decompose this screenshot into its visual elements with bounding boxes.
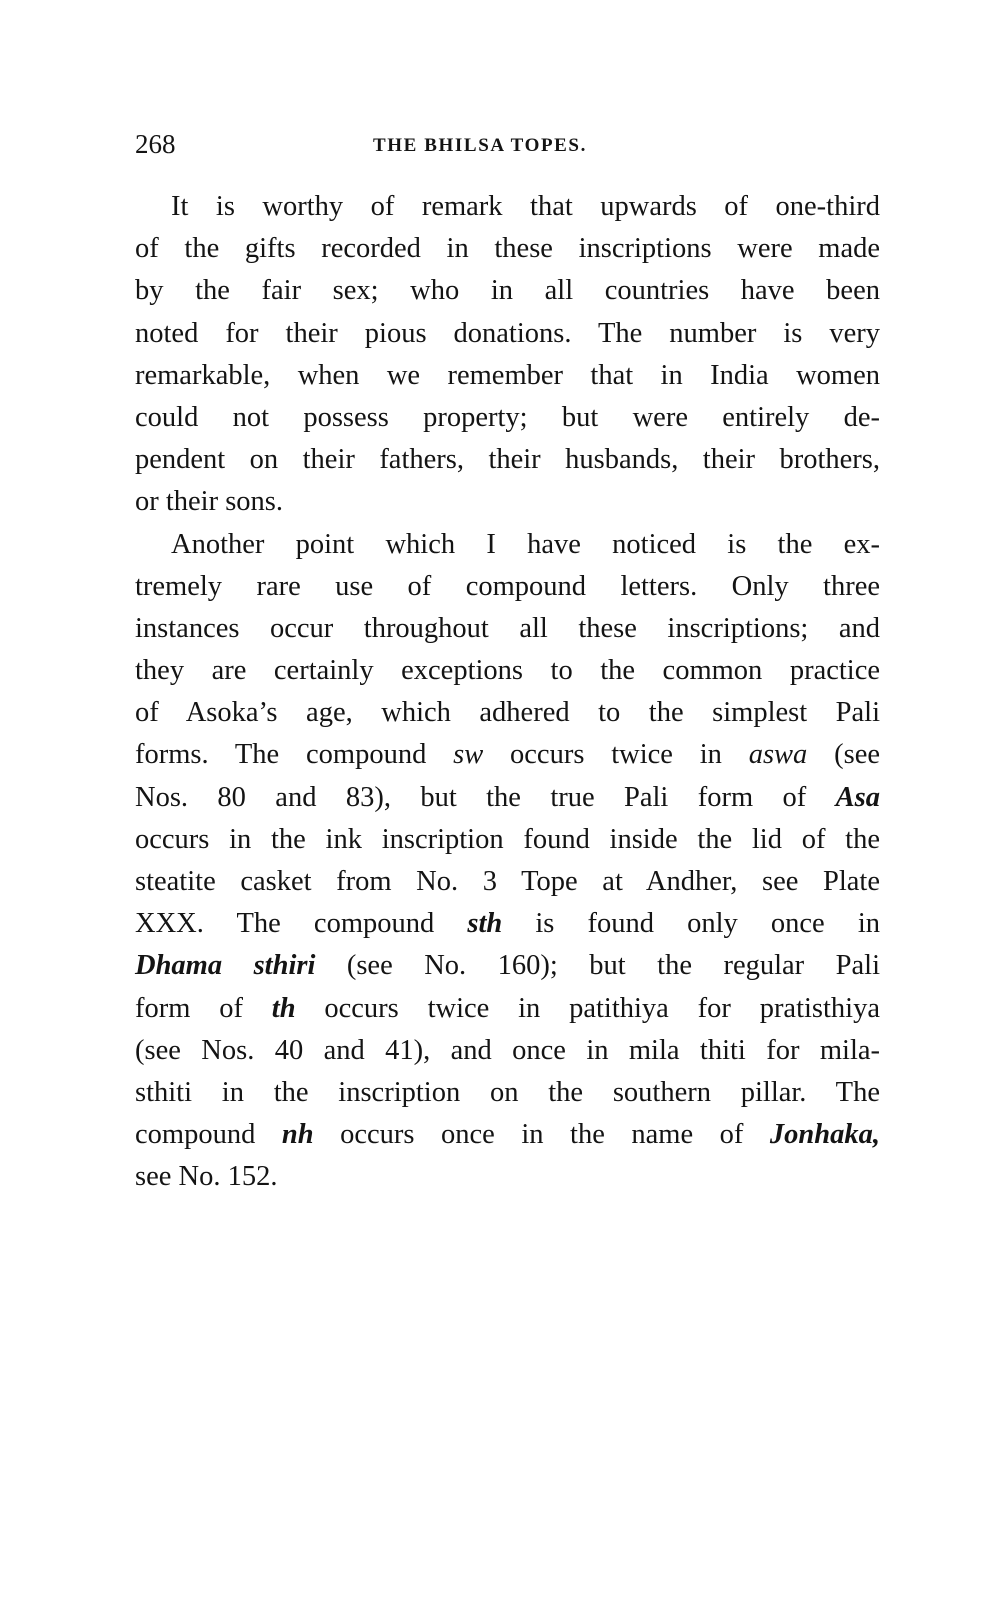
text-line	[135, 566, 880, 608]
text-line	[135, 439, 880, 481]
text-line	[135, 313, 880, 355]
text-line	[135, 481, 880, 523]
text-run: steatite casket from No. 3 Tope at Andher, see Plate	[135, 866, 880, 897]
text-run: Another point which I have noticed is the ex-	[171, 528, 880, 560]
italic-term: Asa	[835, 781, 880, 813]
text-line	[135, 1156, 880, 1198]
text-run: (see No. 160); but the regular Pali	[315, 950, 880, 982]
text-line	[135, 777, 880, 819]
text-run: XXX. The compound	[135, 908, 468, 940]
text-run: or their sons.	[135, 486, 284, 518]
text-run: could not possess property; but were entirely de-	[135, 401, 880, 433]
text-run: remarkable, when we remember that in India women	[135, 359, 880, 391]
text-run: occurs twice in	[483, 739, 749, 771]
italic-term: sth	[467, 908, 503, 940]
text-run: It is worthy of remark that upwards of one-third	[171, 191, 880, 222]
text-run: tremely rare use of compound letters. Only three	[135, 570, 880, 602]
text-line	[135, 819, 880, 861]
text-run: forms. The compound	[135, 739, 454, 771]
text-line	[135, 1114, 880, 1156]
text-run: (see Nos. 40 and 41), and once in mila thiti for mila-	[135, 1034, 880, 1066]
text-run: noted for their pious donations. The number is very	[135, 317, 880, 349]
text-run: occurs twice in patithiya for pratisthiya	[295, 992, 880, 1024]
italic-term: th	[271, 992, 296, 1024]
text-run: pendent on their fathers, their husbands, their brothers,	[135, 444, 880, 476]
italic-term: Jonhaka,	[769, 1119, 880, 1151]
text-line	[135, 228, 880, 270]
page-number: 268	[135, 129, 176, 159]
text-run: sthiti in the inscription on the southern pillar. The	[135, 1076, 880, 1108]
text-line	[135, 186, 880, 228]
paragraph	[135, 524, 880, 1199]
text-run: Nos. 80 and 83), but the true Pali form of	[135, 781, 836, 813]
text-line	[135, 524, 880, 566]
text-run: compound	[135, 1119, 282, 1151]
text-line	[135, 608, 880, 650]
text-run: see No. 152.	[135, 1161, 278, 1193]
text-line	[135, 270, 880, 312]
text-line	[135, 1072, 880, 1114]
text-line	[135, 355, 880, 397]
text-line	[135, 945, 880, 987]
italic-term: sw	[453, 739, 484, 771]
running-head	[135, 128, 880, 164]
text-run: of Asoka’s age, which adhered to the simplest Pali	[135, 697, 880, 729]
text-line	[135, 734, 880, 776]
text-run: form of	[135, 992, 272, 1024]
text-line	[135, 903, 880, 945]
paragraph	[135, 186, 880, 524]
text-line	[135, 1030, 880, 1072]
italic-term: nh	[281, 1119, 314, 1151]
text-run: is found only once in	[502, 908, 880, 940]
text-run: occurs in the ink inscription found inside the lid of the	[135, 823, 880, 855]
text-line	[135, 861, 880, 903]
text-run: occurs once in the name of	[313, 1119, 770, 1151]
body-text	[135, 186, 880, 1199]
text-line	[135, 650, 880, 692]
text-line	[135, 397, 880, 439]
text-run: by the fair sex; who in all countries have been	[135, 275, 880, 307]
italic-term: Dhama sthiri	[135, 950, 316, 982]
text-line	[135, 692, 880, 734]
text-run: they are certainly exceptions to the common practice	[135, 655, 880, 687]
text-run: (see	[807, 739, 880, 771]
italic-term: aswa	[748, 739, 808, 771]
text-line	[135, 988, 880, 1030]
text-run: of the gifts recorded in these inscriptions were made	[135, 233, 880, 265]
text-run: instances occur throughout all these inscriptions; and	[135, 612, 880, 644]
running-title: THE BHILSA TOPES.	[373, 135, 587, 156]
